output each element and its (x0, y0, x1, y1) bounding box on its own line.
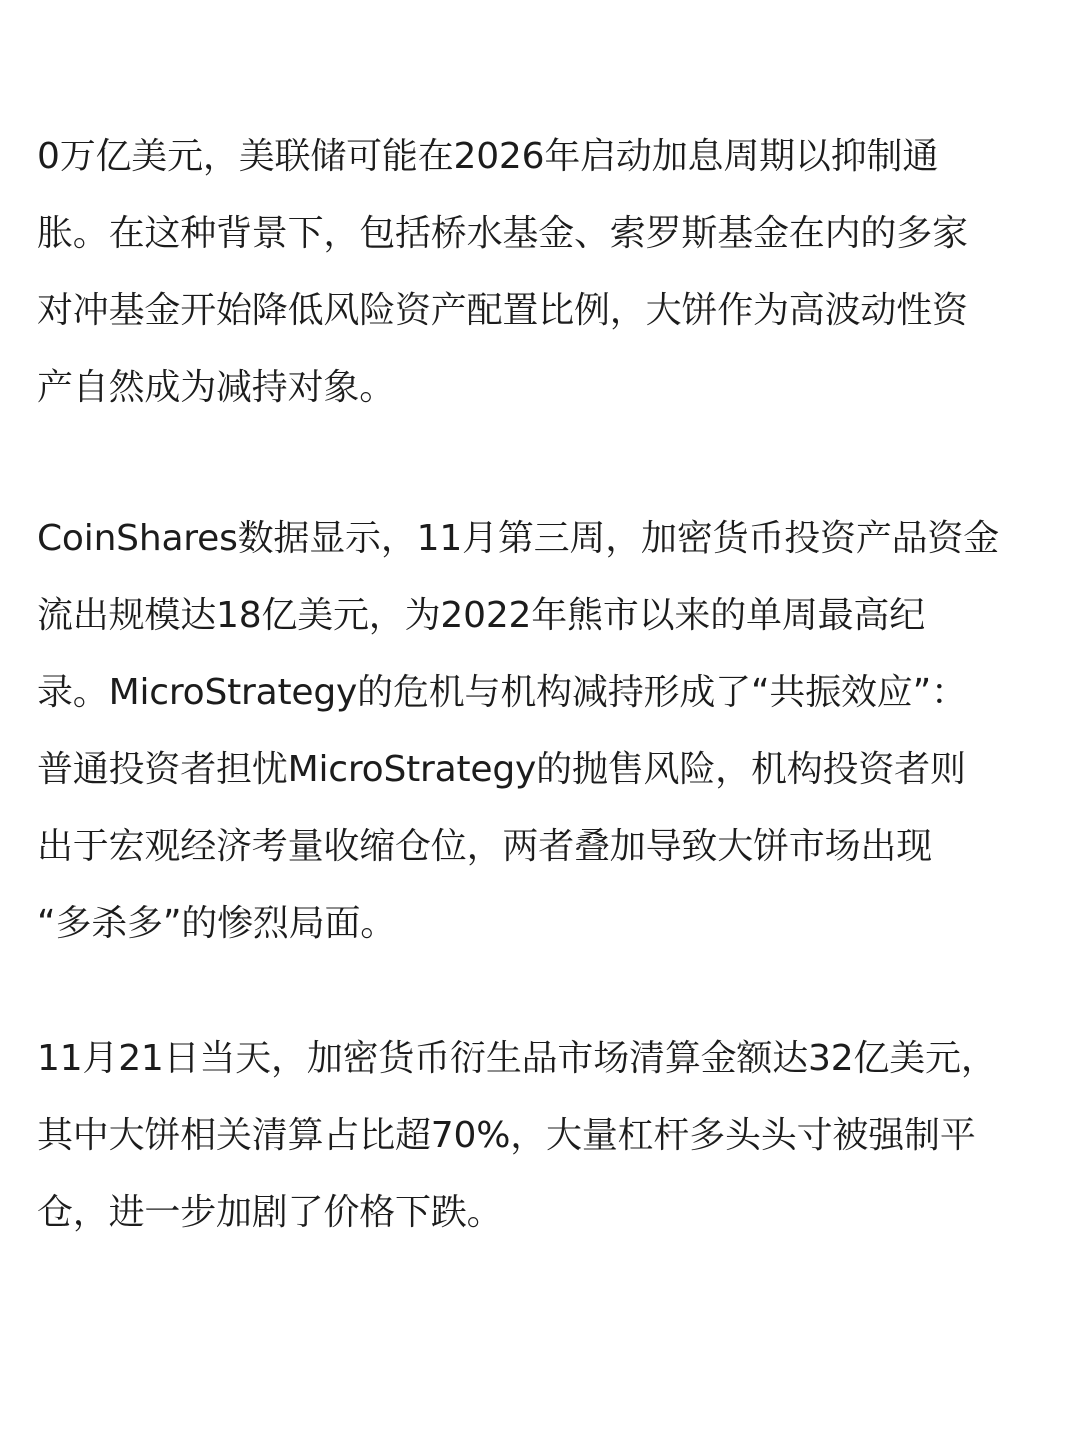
text-line: 流出规模达18亿美元，为2022年熊市以来的单周最高纪 (37, 595, 926, 636)
text-line: “多杀多”的惨烈局面。 (37, 903, 397, 944)
paragraph-fed-hedge-funds (37, 118, 1045, 426)
paragraph-liquidations (37, 1020, 1045, 1251)
text-line: 产自然成为减持对象。 (37, 367, 396, 408)
text-line: 其中大饼相关清算占比超70%，大量杠杆多头头寸被强制平 (37, 1115, 976, 1156)
text-line: 仓，进一步加剧了价格下跌。 (37, 1192, 503, 1233)
text-line: 出于宏观经济考量收缩仓位，两者叠加导致大饼市场出现 (37, 826, 933, 867)
text-line: 11月21日当天，加密货币衍生品市场清算金额达32亿美元， (37, 1038, 997, 1079)
text-line: 胀。在这种背景下，包括桥水基金、索罗斯基金在内的多家 (37, 213, 968, 254)
text-line: 录。MicroStrategy的危机与机构减持形成了“共振效应”： (37, 672, 967, 713)
text-line: 对冲基金开始降低风险资产配置比例，大饼作为高波动性资 (37, 290, 968, 331)
text-line: CoinShares数据显示，11月第三周，加密货币投资产品资金 (37, 518, 1000, 559)
paragraph-coinshares-outflows (37, 500, 1045, 962)
text-line: 普通投资者担忧MicroStrategy的抛售风险，机构投资者则 (37, 749, 966, 790)
text-line: 0万亿美元，美联储可能在2026年启动加息周期以抑制通 (37, 136, 939, 177)
